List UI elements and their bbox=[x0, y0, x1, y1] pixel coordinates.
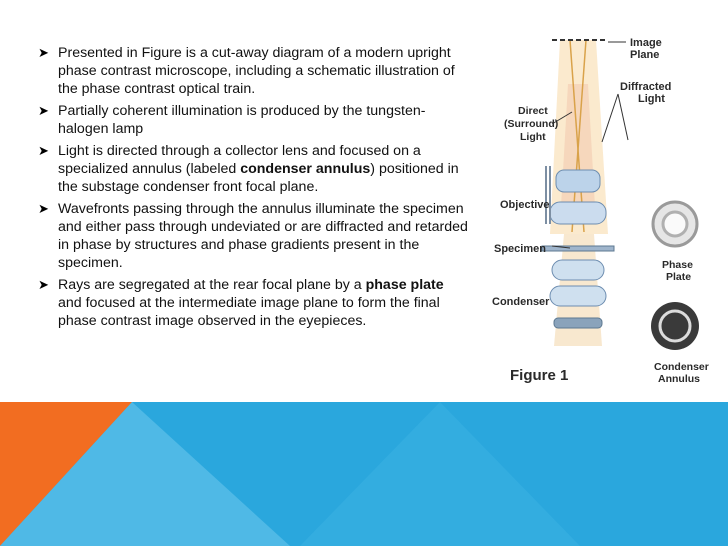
condenser-lens-upper bbox=[552, 260, 604, 280]
label-diffracted-light: Light bbox=[638, 93, 665, 105]
pointer-line bbox=[618, 94, 628, 140]
arrow-bullet-icon: ➤ bbox=[38, 277, 49, 292]
objective-bracket bbox=[546, 166, 550, 224]
label-phase-plate: Plate bbox=[666, 271, 692, 283]
label-direct-light: Light bbox=[520, 131, 546, 143]
bullet-item bbox=[38, 102, 470, 138]
specimen-slide bbox=[542, 246, 614, 251]
label-image-plane: Image bbox=[630, 37, 662, 49]
bullet-item bbox=[38, 200, 470, 272]
objective-lens-upper bbox=[556, 170, 600, 192]
arrow-bullet-icon: ➤ bbox=[38, 45, 49, 60]
label-figure-1: Figure 1 bbox=[510, 367, 569, 384]
bullet-text-pre: Rays are segregated at the rear focal plane by a bbox=[58, 277, 366, 293]
condenser-annulus-plate bbox=[554, 318, 602, 328]
label-condenser-annulus: Annulus bbox=[658, 373, 700, 385]
bullet-text-bold: phase plate bbox=[365, 277, 444, 293]
condenser-annulus-disk bbox=[651, 302, 699, 350]
label-diffracted-light: Diffracted bbox=[620, 81, 672, 93]
bullet-item bbox=[38, 44, 470, 98]
bullet-text-bold: condenser annulus bbox=[240, 161, 371, 177]
bullet-text: Wavefronts passing through the annulus illuminate the specimen and either pass through undeviated or are diffracted and retarded in phase by structures and phase gradients present in the specimen. bbox=[58, 201, 468, 271]
arrow-bullet-icon: ➤ bbox=[38, 201, 49, 216]
bullet-text-pre: Light is directed through a collector lens and focused on a specialized annulus (labeled bbox=[58, 143, 421, 177]
objective-lens-lower bbox=[550, 202, 606, 224]
bullet-text-post: ) positioned in the substage condenser front focal plane. bbox=[58, 161, 459, 195]
phase-plate-ring bbox=[663, 212, 687, 236]
label-specimen: Specimen bbox=[494, 243, 546, 255]
arrow-bullet-icon: ➤ bbox=[38, 143, 49, 158]
label-direct-light: Direct bbox=[518, 105, 548, 117]
pointer-line bbox=[602, 94, 618, 142]
decorative-bottom-band bbox=[0, 402, 728, 546]
bullet-item bbox=[38, 142, 470, 196]
label-direct-light: (Surround) bbox=[504, 118, 559, 130]
bullet-text: Partially coherent illumination is produced by the tungsten-halogen lamp bbox=[58, 103, 426, 137]
label-objective: Objective bbox=[500, 199, 550, 211]
arrow-bullet-icon: ➤ bbox=[38, 103, 49, 118]
bullet-item bbox=[38, 276, 470, 330]
label-condenser: Condenser bbox=[492, 296, 550, 308]
label-condenser-annulus: Condenser bbox=[654, 361, 709, 373]
condenser-lens-lower bbox=[550, 286, 606, 306]
bullet-list bbox=[38, 44, 470, 334]
label-image-plane: Plane bbox=[630, 49, 660, 61]
bullet-text: Presented in Figure is a cut-away diagram of a modern upright phase contrast microscope, including a schematic illustration of the phase contrast optical train. bbox=[58, 45, 455, 97]
bullet-text-post: and focused at the intermediate image plane to form the final phase contrast image observed in the eyepieces. bbox=[58, 295, 440, 329]
phase-contrast-microscope-figure bbox=[490, 24, 722, 396]
label-phase-plate: Phase bbox=[662, 259, 693, 271]
